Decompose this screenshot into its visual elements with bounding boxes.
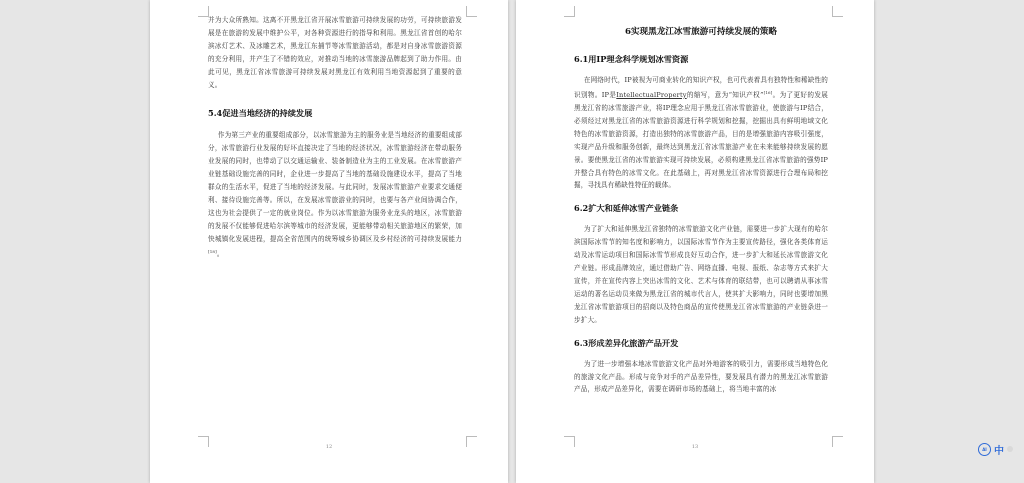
paragraph-text: 作为第三产业的重要组成部分，以冰雪旅游为主的服务业是当地经济的重要组成部分，冰雪旅游行业发展的好坏直接决定了当地的经济状况，冰雪旅游经济在带动服务业发展的同时，也带动了以交通运输业、装备制造业为主的工业发展。在冰雪旅游产业链基础设施完善的同时，企业进一步提高了当地的基础设施建设水平，提高了当地群众的生活水平，促进了当地的经济发展。与此同时，发展冰雪旅游产业要求交通便利、接待设施完善等。所以，在发展冰雪旅游业的同时，也要与各产业间协调合作，这也为社会提供了一定的就业岗位。作为以冰雪旅游为服务业龙头的地区，冰雪旅游的发展不仅能够促进哈尔滨等城市的经济发展，更能够带动相关旅游地区的繁荣，加快城镇化发展进程，提高全省范围内的统筹城乡协调区及乡村经济的可持续发展能力: [208, 131, 462, 243]
section-heading: 5.4促进当地经济的持续发展: [208, 108, 313, 119]
paragraph: [574, 74, 828, 192]
more-dot-icon[interactable]: [1007, 446, 1013, 452]
paragraph-text: 在网络时代，IP被视为可商业转化的知识产权，也可代表着具有独特性和稀缺性的识别物。IP是: [574, 76, 828, 100]
section-heading: 6.3形成差异化旅游产品开发: [574, 337, 679, 348]
citation: [18]: [208, 248, 217, 254]
page-body: [208, 14, 462, 261]
chapter-title: 6实现黑龙江冰雪旅游可持续发展的策略: [624, 27, 778, 37]
page-number: 12: [325, 444, 333, 450]
section-heading: 6.1用IP理念科学规划冰雪资源: [574, 54, 689, 64]
document-page-right: [516, 0, 874, 483]
paragraph: 并为大众所熟知。这离不开黑龙江省开展冰雪旅游可持续发展的功劳，可持续旅游发展是在旅游的发展中维护公平，对各种资源进行的指导和利用。黑龙江省首创的哈尔滨冰灯艺术、及冰雕艺术，黑龙江东捕节等冰雪旅游活动，都是对自身冰雪旅游资源的充分利用，并产生了不错的效应，对推动当地的冰雪旅游品牌起到了助力作用。由此可见，黑龙江省冰雪旅游可持续发展对黑龙江有效利用当地资源起到了重要的意义。: [208, 16, 462, 89]
section-heading: 6.2扩大和延伸冰雪产业链条: [574, 203, 679, 214]
page-number: 13: [691, 444, 699, 450]
paragraph: [208, 129, 462, 260]
citation: [16]: [763, 89, 773, 95]
paragraph-text: 的缩写，意为“知识产权”: [686, 91, 764, 100]
language-toggle-button[interactable]: 中: [994, 445, 1004, 457]
paragraph: 为了进一步增强本地冰雪旅游文化产品对外地游客的吸引力，需要形成当地特色化的旅游文化产品。形成与竞争对手的产品差异性，要发展具有潜力的黑龙江冰雪旅游产品，形成产品差异化，需要在调研市场的基础上，将当地丰富的冰: [574, 359, 828, 394]
paragraph-text: 。为了更好的发展黑龙江省的冰雪旅游产业，将IP理念应用于黑龙江省冰雪旅游业，使旅游与IP结合，必须经过对黑龙江省的冰雪旅游资源进行科学规划和挖掘，挖掘出具有鲜明地域文化特色的冰雪旅游资源，打造出独特的冰雪旅游产品，目的是增强旅游内容吸引强度，实现产品升级和服务创新，最终达到黑龙江省冰雪旅游产业在未来能够持续发展的愿景。要使黑龙江省的冰雪旅游实现可持续发展，必须构建黑龙江省冰雪旅游的强势IP并整合具有特色的冰雪文化。在此基础上，再对黑龙江省冰雪资源进行合理布局和挖掘，寻找具有稀缺性特征的载体。: [574, 91, 829, 190]
crop-mark: [832, 6, 843, 17]
floating-toolbar: [978, 440, 1024, 458]
document-page-left: [150, 0, 508, 483]
page-body: [574, 26, 828, 396]
crop-mark: [466, 6, 477, 17]
crop-mark: [564, 6, 575, 17]
underlined-term: IntellectualProperty: [616, 91, 687, 100]
paragraph: 为了扩大和延伸黑龙江省独特的冰雪旅游文化产业链，需要进一步扩大现有的哈尔滨国际冰雪节的知名度和影响力，以国际冰雪节作为主要宣传路径，强化各类体育运动及冰雪运动项目和国际冰雪节形成良好互动合作，进一步扩大和延长冰雪旅游文化产业链。形成品牌效应，通过借助广告、网络直播、电视、报纸、杂志等方式来扩大宣传，并在宣传内容上突出冰雪的文化、艺术与体育的联结带，也可以聘请从事冰雪运动的著名运动员来做为黑龙江省的城市代言人，使其扩大影响力，同时也要增加黑龙江省冰雪旅游项目的招商以及特色商品的宣传使黑龙江省冰雪旅游的产业链条进一步扩大。: [574, 225, 828, 324]
paragraph-end: 。: [216, 249, 224, 258]
ai-assistant-icon[interactable]: AI: [978, 443, 991, 456]
